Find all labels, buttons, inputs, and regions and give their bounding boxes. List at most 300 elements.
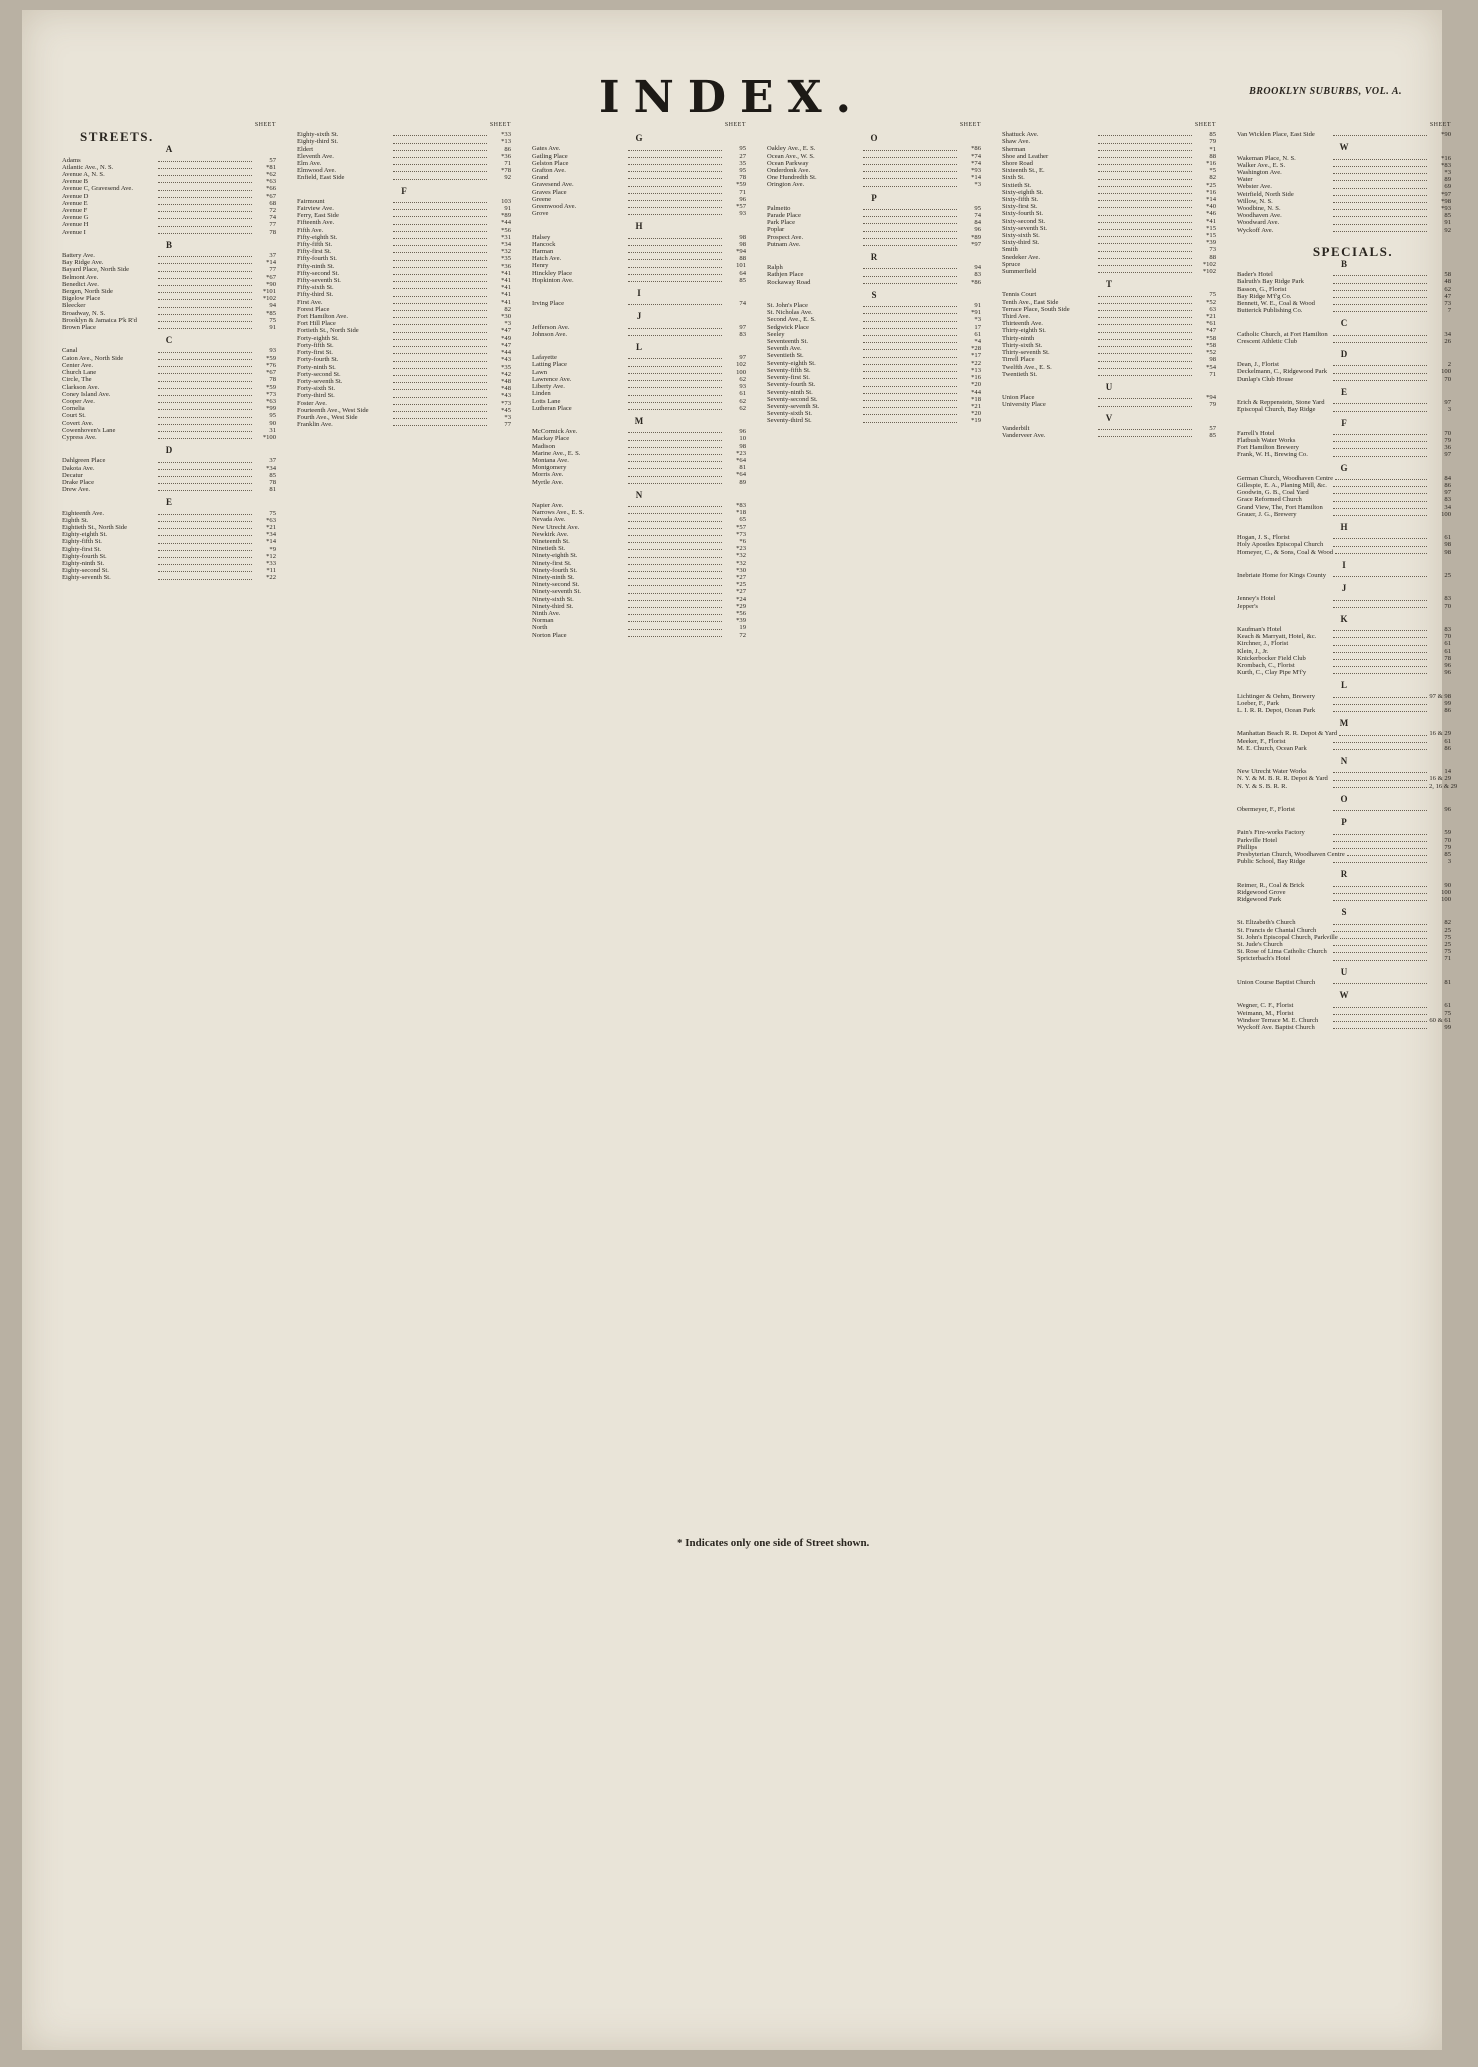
- entry-name: Eighty-eighth St.: [62, 531, 108, 539]
- index-entry: [1237, 534, 1451, 541]
- index-entry: [1237, 169, 1451, 176]
- index-entry: [297, 313, 511, 320]
- sheet-number: 91: [974, 302, 981, 310]
- index-entry: [767, 345, 981, 352]
- index-entry: [532, 464, 746, 471]
- leader-dots: [1098, 189, 1192, 194]
- entry-name: Belmont Ave.: [62, 273, 99, 281]
- entry-name: Clarkson Ave.: [62, 383, 100, 391]
- index-entry: [1237, 851, 1451, 858]
- entry-name: Forty-fourth St.: [297, 356, 339, 364]
- index-entry: [532, 361, 746, 368]
- index-column: [62, 122, 276, 1512]
- leader-dots: [1098, 320, 1192, 325]
- leader-dots: [1098, 335, 1192, 340]
- entry-name: Forty-second St.: [297, 370, 341, 378]
- entry-name: Sixth St.: [1002, 174, 1025, 182]
- streets-heading: STREETS.: [80, 129, 154, 145]
- entry-name: Weimann, M., Florist: [1237, 1009, 1294, 1017]
- leader-dots: [628, 443, 722, 448]
- index-entry: [767, 367, 981, 374]
- index-entry: [1002, 210, 1216, 217]
- sheet-number: *45: [501, 406, 511, 414]
- letter-heading: W: [1339, 142, 1349, 153]
- sheet-number: *43: [501, 356, 511, 364]
- entry-name: New Utrecht Ave.: [532, 523, 580, 531]
- entry-name: Thirty-sixth St.: [1002, 341, 1043, 349]
- sheet-column-header: SHEET: [1429, 122, 1451, 128]
- entry-name: Eighteenth Ave.: [62, 509, 104, 517]
- index-entry: [532, 181, 746, 188]
- sheet-number: *73: [266, 390, 276, 398]
- leader-dots: [1333, 534, 1427, 539]
- sheet-number: *13: [501, 138, 511, 146]
- entry-name: Tenth Ave., East Side: [1002, 298, 1059, 306]
- entry-name: Ninety-fourth St.: [532, 566, 578, 574]
- sheet-number: *18: [736, 509, 746, 517]
- leader-dots: [393, 160, 487, 165]
- index-entry: [532, 443, 746, 450]
- index-entry: [532, 588, 746, 595]
- leader-dots: [628, 270, 722, 275]
- sheet-number: *52: [1206, 349, 1216, 357]
- sheet-number: *30: [501, 313, 511, 321]
- sheet-number: 94: [269, 302, 276, 310]
- index-entry: [1002, 268, 1216, 275]
- sheet-number: 25: [1444, 571, 1451, 579]
- leader-dots: [1333, 693, 1427, 698]
- index-entry: [62, 281, 276, 288]
- leader-dots: [158, 259, 252, 264]
- entry-name: Nineteenth St.: [532, 537, 570, 545]
- sheet-number: 57: [1209, 424, 1216, 432]
- entry-name: Elmwood Ave.: [297, 167, 337, 175]
- sheet-number: 94: [974, 264, 981, 272]
- sheet-number: *97: [1441, 190, 1451, 198]
- index-entry: [1237, 707, 1451, 714]
- index-entry: [62, 538, 276, 545]
- entry-name: Erich & Reppenstein, Stone Yard: [1237, 399, 1325, 407]
- sheet-number: 75: [1209, 291, 1216, 299]
- leader-dots: [628, 361, 722, 366]
- sheet-number: *31: [501, 233, 511, 241]
- sheet-number: 37: [269, 457, 276, 465]
- sheet-number: 83: [739, 330, 746, 338]
- leader-dots: [628, 531, 722, 536]
- entry-name: Eighty-sixth St.: [297, 131, 339, 139]
- leader-dots: [1098, 146, 1192, 151]
- leader-dots: [393, 270, 487, 275]
- sheet-number: 62: [1444, 285, 1451, 293]
- entry-name: Sedgwick Place: [767, 323, 809, 331]
- leader-dots: [628, 524, 722, 529]
- entry-name: Irving Place: [532, 300, 565, 308]
- index-entry: [1237, 176, 1451, 183]
- entry-name: Fifty-fourth St.: [297, 255, 337, 263]
- sheet-number: *22: [266, 574, 276, 582]
- entry-name: Benedict Ave.: [62, 280, 99, 288]
- entry-name: Fifty-third St.: [297, 291, 334, 299]
- leader-dots: [158, 434, 252, 439]
- entry-name: Lutheran Place: [532, 404, 572, 412]
- sheet-number: 83: [974, 271, 981, 279]
- leader-dots: [1333, 603, 1427, 608]
- sheet-number: 93: [269, 347, 276, 355]
- sheet-number: 78: [1444, 654, 1451, 662]
- index-entry: [62, 472, 276, 479]
- sheet-number: 78: [269, 228, 276, 236]
- leader-dots: [158, 362, 252, 367]
- leader-dots: [1333, 941, 1427, 946]
- leader-dots: [1333, 286, 1427, 291]
- index-entry: [1002, 218, 1216, 225]
- entry-name: Bayard Place, North Side: [62, 266, 130, 274]
- index-entry: [767, 389, 981, 396]
- entry-name: Fortieth St., North Side: [297, 327, 359, 335]
- sheet-number: *54: [1206, 363, 1216, 371]
- index-entry: [1002, 146, 1216, 153]
- entry-name: Enfield, East Side: [297, 174, 345, 182]
- leader-dots: [1098, 268, 1192, 273]
- index-entry: [767, 417, 981, 424]
- sheet-number: 81: [739, 464, 746, 472]
- index-entry: [62, 398, 276, 405]
- leader-dots: [863, 389, 957, 394]
- letter-heading: F: [1341, 417, 1347, 428]
- entry-name: Wegner, C. F., Florist: [1237, 1002, 1294, 1010]
- index-entry: [1237, 662, 1451, 669]
- sheet-number: *66: [266, 185, 276, 193]
- entry-name: Cowenhoven's Lane: [62, 426, 116, 434]
- letter-heading: E: [165, 497, 172, 508]
- sheet-number: *36: [501, 262, 511, 270]
- entry-name: Goodwin, G. B., Coal Yard: [1237, 489, 1309, 497]
- leader-dots: [628, 277, 722, 282]
- leader-dots: [1098, 131, 1192, 136]
- sheet-number: 47: [1444, 292, 1451, 300]
- sheet-number: *46: [1206, 210, 1216, 218]
- sheet-number: 95: [739, 167, 746, 175]
- leader-dots: [1098, 182, 1192, 187]
- sheet-number: 95: [974, 204, 981, 212]
- index-entry: [297, 234, 511, 241]
- index-entry: [532, 567, 746, 574]
- leader-dots: [628, 567, 722, 572]
- sheet-number: 98: [1209, 356, 1216, 364]
- entry-name: Forty-fifth St.: [297, 341, 334, 349]
- index-entry: [1002, 167, 1216, 174]
- sheet-number: *73: [501, 399, 511, 407]
- index-entry: [1237, 1017, 1451, 1024]
- leader-dots: [1098, 349, 1192, 354]
- sheet-number: 37: [269, 252, 276, 260]
- sheet-number: *91: [971, 309, 981, 317]
- entry-name: Eighty-fifth St.: [62, 538, 102, 546]
- sheet-column-header: SHEET: [489, 122, 511, 128]
- entry-name: University Place: [1002, 401, 1046, 409]
- leader-dots: [628, 145, 722, 150]
- leader-dots: [1333, 858, 1427, 863]
- sheet-number: *33: [266, 559, 276, 567]
- entry-name: Seventieth St.: [767, 352, 804, 360]
- leader-dots: [393, 277, 487, 282]
- leader-dots: [393, 356, 487, 361]
- index-entry: [1237, 444, 1451, 451]
- index-entry: [62, 185, 276, 192]
- leader-dots: [1333, 278, 1427, 283]
- entry-name: Sherman: [1002, 145, 1026, 153]
- leader-dots: [393, 306, 487, 311]
- entry-name: Parade Place: [767, 212, 801, 220]
- leader-dots: [863, 331, 957, 336]
- index-entry: [1237, 979, 1451, 986]
- leader-dots: [158, 302, 252, 307]
- sheet-number: 74: [974, 212, 981, 220]
- index-entry: [297, 414, 511, 421]
- index-entry: [297, 255, 511, 262]
- index-entry: [1237, 162, 1451, 169]
- sheet-number: 62: [739, 375, 746, 383]
- leader-dots: [628, 234, 722, 239]
- leader-dots: [1098, 254, 1192, 259]
- entry-name: Avenue B: [62, 178, 89, 186]
- leader-dots: [1333, 496, 1427, 501]
- index-entry: [532, 405, 746, 412]
- sheet-number: 96: [1444, 806, 1451, 814]
- leader-dots: [628, 464, 722, 469]
- entry-name: Myrtle Ave.: [532, 478, 564, 486]
- sheet-number: *63: [266, 516, 276, 524]
- entry-name: Flatbush Water Works: [1237, 436, 1296, 444]
- sheet-number: 96: [739, 195, 746, 203]
- leader-dots: [1333, 700, 1427, 705]
- sheet-number: *74: [971, 159, 981, 167]
- leader-dots: [1333, 541, 1427, 546]
- leader-dots: [158, 200, 252, 205]
- index-entry: [1002, 239, 1216, 246]
- letter-heading: S: [871, 289, 877, 300]
- index-entry: [767, 352, 981, 359]
- leader-dots: [628, 331, 722, 336]
- entry-name: Marine Ave., E. S.: [532, 449, 581, 457]
- sheet-number: 61: [1444, 534, 1451, 542]
- leader-dots: [393, 414, 487, 419]
- entry-name: Madison: [532, 442, 556, 450]
- sheet-number: 78: [269, 376, 276, 384]
- leader-dots: [158, 420, 252, 425]
- sheet-number: *74: [971, 152, 981, 160]
- leader-dots: [628, 509, 722, 514]
- index-entry: [1002, 356, 1216, 363]
- leader-dots: [1333, 1002, 1427, 1007]
- sheet-number: 85: [739, 276, 746, 284]
- leader-dots: [628, 405, 722, 410]
- index-entry: [1237, 286, 1451, 293]
- index-entry: [62, 295, 276, 302]
- index-entry: [62, 457, 276, 464]
- entry-name: Twelfth Ave., E. S.: [1002, 363, 1052, 371]
- index-entry: [62, 369, 276, 376]
- index-entry: [532, 617, 746, 624]
- leader-dots: [863, 279, 957, 284]
- entry-name: Sixty-fifth St.: [1002, 196, 1039, 204]
- entry-name: Ocean Parkway: [767, 159, 809, 167]
- sheet-number: *102: [262, 295, 276, 303]
- entry-name: Eldert: [297, 145, 314, 153]
- entry-name: Halsey: [532, 233, 551, 241]
- entry-name: Foster Ave.: [297, 399, 327, 407]
- letter-heading: G: [1340, 462, 1348, 473]
- leader-dots: [158, 229, 252, 234]
- entry-name: Episcopal Church, Bay Ridge: [1237, 406, 1316, 414]
- index-entry: [62, 405, 276, 412]
- letter-heading: I: [637, 288, 641, 299]
- entry-name: Seventy-second St.: [767, 395, 818, 403]
- entry-name: Meeker, F., Florist: [1237, 737, 1286, 745]
- index-entry: [767, 174, 981, 181]
- index-entry: [62, 420, 276, 427]
- index-entry: [532, 450, 746, 457]
- sheet-number: *44: [971, 388, 981, 396]
- sheet-number: 34: [1444, 503, 1451, 511]
- sheet-number: *57: [736, 523, 746, 531]
- entry-name: Ninety-seventh St.: [532, 588, 582, 596]
- letter-heading: M: [1339, 718, 1349, 729]
- entry-name: N. Y. & M. B. R. R. Depot & Yard: [1237, 775, 1328, 783]
- index-entry: [767, 338, 981, 345]
- leader-dots: [158, 427, 252, 432]
- entry-name: German Church, Woodhaven Centre: [1237, 474, 1334, 482]
- leader-dots: [158, 288, 252, 293]
- leader-dots: [628, 538, 722, 543]
- entry-name: Sixty-eighth St.: [1002, 188, 1044, 196]
- letter-heading: U: [1340, 966, 1348, 977]
- leader-dots: [1098, 261, 1192, 266]
- index-entry: [1002, 335, 1216, 342]
- index-entry: [62, 171, 276, 178]
- letter-heading: S: [1341, 907, 1347, 918]
- index-entry: [1237, 212, 1451, 219]
- entry-name: Vanderbilt: [1002, 424, 1030, 432]
- index-entry: [767, 279, 981, 286]
- index-entry: [297, 335, 511, 342]
- sheet-number: 65: [739, 516, 746, 524]
- leader-dots: [1333, 183, 1427, 188]
- leader-dots: [1333, 169, 1427, 174]
- entry-name: Brown Place: [62, 324, 96, 332]
- entry-name: Ferry, East Side: [297, 212, 339, 220]
- entry-name: Fifty-first St.: [297, 248, 332, 256]
- entry-name: Ninety-ninth St.: [532, 573, 575, 581]
- entry-name: Thirteenth Ave.: [1002, 320, 1043, 328]
- leader-dots: [1333, 155, 1427, 160]
- entry-name: Bergen, North Side: [62, 288, 113, 296]
- leader-dots: [158, 574, 252, 579]
- leader-dots: [628, 196, 722, 201]
- index-entry: [62, 465, 276, 472]
- sheet-number: 97 & 98: [1429, 692, 1451, 700]
- index-entry: [532, 516, 746, 523]
- leader-dots: [1333, 131, 1427, 136]
- sheet-number: *34: [501, 241, 511, 249]
- index-entry: [1237, 482, 1451, 489]
- entry-name: Seventy-eighth St.: [767, 359, 816, 367]
- leader-dots: [628, 610, 722, 615]
- sheet-number: *16: [1206, 188, 1216, 196]
- leader-dots: [1333, 927, 1427, 932]
- sheet-number: *41: [501, 284, 511, 292]
- index-entry: [62, 347, 276, 354]
- entry-name: Ninetieth St.: [532, 545, 566, 553]
- index-entry: [1237, 191, 1451, 198]
- leader-dots: [158, 472, 252, 477]
- index-entry: [532, 457, 746, 464]
- index-entry: [62, 252, 276, 259]
- entry-name: Basson, G., Florist: [1237, 285, 1287, 293]
- index-entry: [62, 200, 276, 207]
- leader-dots: [1098, 356, 1192, 361]
- letter-heading: K: [1340, 613, 1348, 624]
- entry-name: Weirfield, North Side: [1237, 190, 1294, 198]
- sheet-number: 83: [1444, 496, 1451, 504]
- entry-name: McCormick Ave.: [532, 428, 578, 436]
- leader-dots: [1333, 955, 1427, 960]
- leader-dots: [393, 392, 487, 397]
- sheet-number: 75: [269, 316, 276, 324]
- leader-dots: [158, 457, 252, 462]
- entry-name: Nevada Ave.: [532, 516, 566, 524]
- leader-dots: [393, 255, 487, 260]
- sheet-number: *41: [501, 269, 511, 277]
- sheet-number: *23: [736, 545, 746, 553]
- index-entry: [297, 263, 511, 270]
- index-entry: [1002, 313, 1216, 320]
- sheet-number: 92: [504, 174, 511, 182]
- index-entry: [1237, 782, 1458, 790]
- index-entry: [532, 203, 746, 210]
- leader-dots: [628, 581, 722, 586]
- index-entry: [1237, 595, 1451, 602]
- index-entry: [532, 545, 746, 552]
- sheet-number: *41: [501, 298, 511, 306]
- entry-name: Shore Road: [1002, 160, 1033, 168]
- index-entry: [62, 427, 276, 434]
- index-entry: [62, 553, 276, 560]
- sheet-number: *42: [501, 370, 511, 378]
- index-entry: [532, 538, 746, 545]
- sheet-number: *48: [501, 385, 511, 393]
- index-entry: [297, 400, 511, 407]
- index-entry: [297, 248, 511, 255]
- leader-dots: [393, 320, 487, 325]
- entry-name: Grafton Ave.: [532, 167, 566, 175]
- leader-dots: [1333, 504, 1427, 509]
- sheet-number: *3: [974, 316, 981, 324]
- index-entry: [1237, 889, 1451, 896]
- index-entry: [1237, 293, 1451, 300]
- sheet-number: 3: [1447, 406, 1451, 414]
- sheet-column-header: SHEET: [254, 122, 276, 128]
- sheet-number: *62: [266, 171, 276, 179]
- letter-heading: W: [1339, 990, 1349, 1001]
- entry-name: Greene: [532, 195, 552, 203]
- sheet-number: *21: [1206, 313, 1216, 321]
- entry-name: Seventy-sixth St.: [767, 410, 813, 418]
- sheet-number: 86: [1444, 744, 1451, 752]
- volume-subtitle: BROOKLYN SUBURBS, VOL. A.: [1249, 86, 1402, 97]
- index-entry: [532, 509, 746, 516]
- entry-name: Ocean Ave., W. S.: [767, 152, 815, 160]
